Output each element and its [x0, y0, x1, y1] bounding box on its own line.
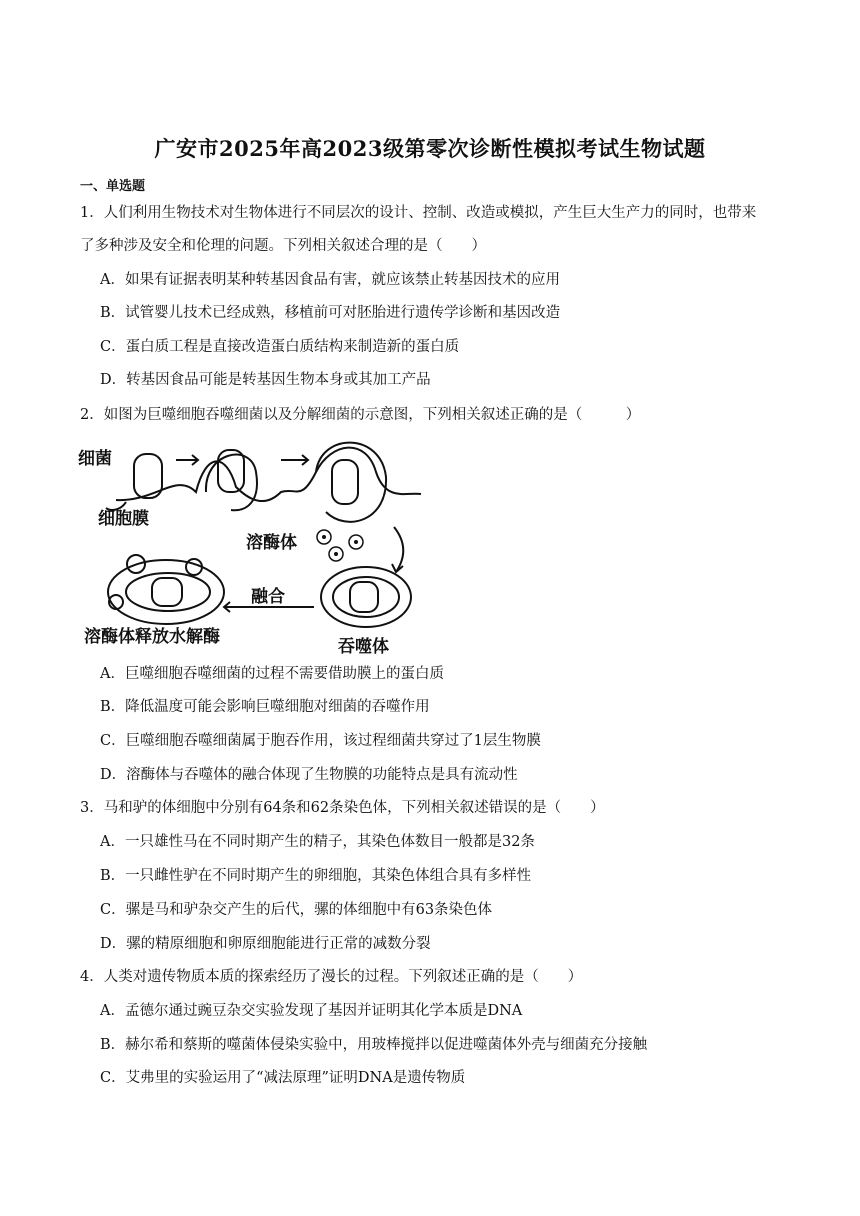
q3-option-a[interactable]: A．一只雄性马在不同时期产生的精子，其染色体数目一般都是32条: [100, 834, 535, 850]
q1-option-c[interactable]: C．蛋白质工程是直接改造蛋白质结构来制造新的蛋白质: [100, 339, 460, 355]
q3-option-b[interactable]: B．一只雌性驴在不同时期产生的卵细胞，其染色体组合具有多样性: [100, 868, 532, 884]
figure-label-fusion: 融合: [251, 587, 285, 607]
q4-stem: 4．人类对遗传物质本质的探索经历了漫长的过程。下列叙述正确的是（ ）: [80, 969, 583, 985]
q1-option-a[interactable]: A．如果有证据表明某种转基因食品有害，就应该禁止转基因技术的应用: [100, 272, 560, 288]
q4-option-a[interactable]: A．孟德尔通过豌豆杂交实验发现了基因并证明其化学本质是DNA: [100, 1003, 523, 1019]
q1-stem-line2: 了多种涉及安全和伦理的问题。下列相关叙述合理的是（ ）: [80, 238, 486, 254]
q2-option-d[interactable]: D．溶酶体与吞噬体的融合体现了生物膜的功能特点是具有流动性: [100, 767, 518, 783]
q3-option-d[interactable]: D．骡的精原细胞和卵原细胞能进行正常的减数分裂: [100, 936, 431, 952]
figure-label-membrane: 细胞膜: [98, 509, 149, 529]
figure-label-lysosome: 溶酶体: [246, 533, 297, 553]
q1-stem-line1: 1．人们利用生物技术对生物体进行不同层次的设计、控制、改造或模拟，产生巨大生产力的同时，也带来: [80, 205, 757, 221]
q3-stem: 3．马和驴的体细胞中分别有64条和62条染色体，下列相关叙述错误的是（ ）: [80, 800, 605, 816]
figure-label-enzyme-release: 溶酶体释放水解酶: [84, 627, 220, 647]
section-heading: 一、单选题: [80, 179, 146, 194]
q2-option-b[interactable]: B．降低温度可能会影响巨噬细胞对细菌的吞噬作用: [100, 699, 430, 715]
q1-option-d[interactable]: D．转基因食品可能是转基因生物本身或其加工产品: [100, 372, 431, 388]
figure-label-phagosome: 吞噬体: [338, 637, 389, 657]
phagocytosis-diagram: [76, 432, 436, 660]
q2-option-a[interactable]: A．巨噬细胞吞噬细菌的过程不需要借助膜上的蛋白质: [100, 666, 444, 682]
q3-option-c[interactable]: C．骡是马和驴杂交产生的后代，骡的体细胞中有63条染色体: [100, 902, 493, 918]
q4-option-b[interactable]: B．赫尔希和蔡斯的噬菌体侵染实验中，用玻棒搅拌以促进噬菌体外壳与细菌充分接触: [100, 1037, 648, 1053]
q4-option-c[interactable]: C．艾弗里的实验运用了“减法原理”证明DNA是遗传物质: [100, 1070, 466, 1086]
figure-label-bacteria: 细菌: [78, 449, 112, 469]
q2-stem: 2．如图为巨噬细胞吞噬细菌以及分解细菌的示意图，下列相关叙述正确的是（ ）: [80, 407, 641, 423]
q1-option-b[interactable]: B．试管婴儿技术已经成熟，移植前可对胚胎进行遗传学诊断和基因改造: [100, 305, 561, 321]
q2-option-c[interactable]: C．巨噬细胞吞噬细菌属于胞吞作用，该过程细菌共穿过了1层生物膜: [100, 733, 541, 749]
page-title: 广安市2025年高2023级第零次诊断性模拟考试生物试题: [154, 136, 706, 161]
